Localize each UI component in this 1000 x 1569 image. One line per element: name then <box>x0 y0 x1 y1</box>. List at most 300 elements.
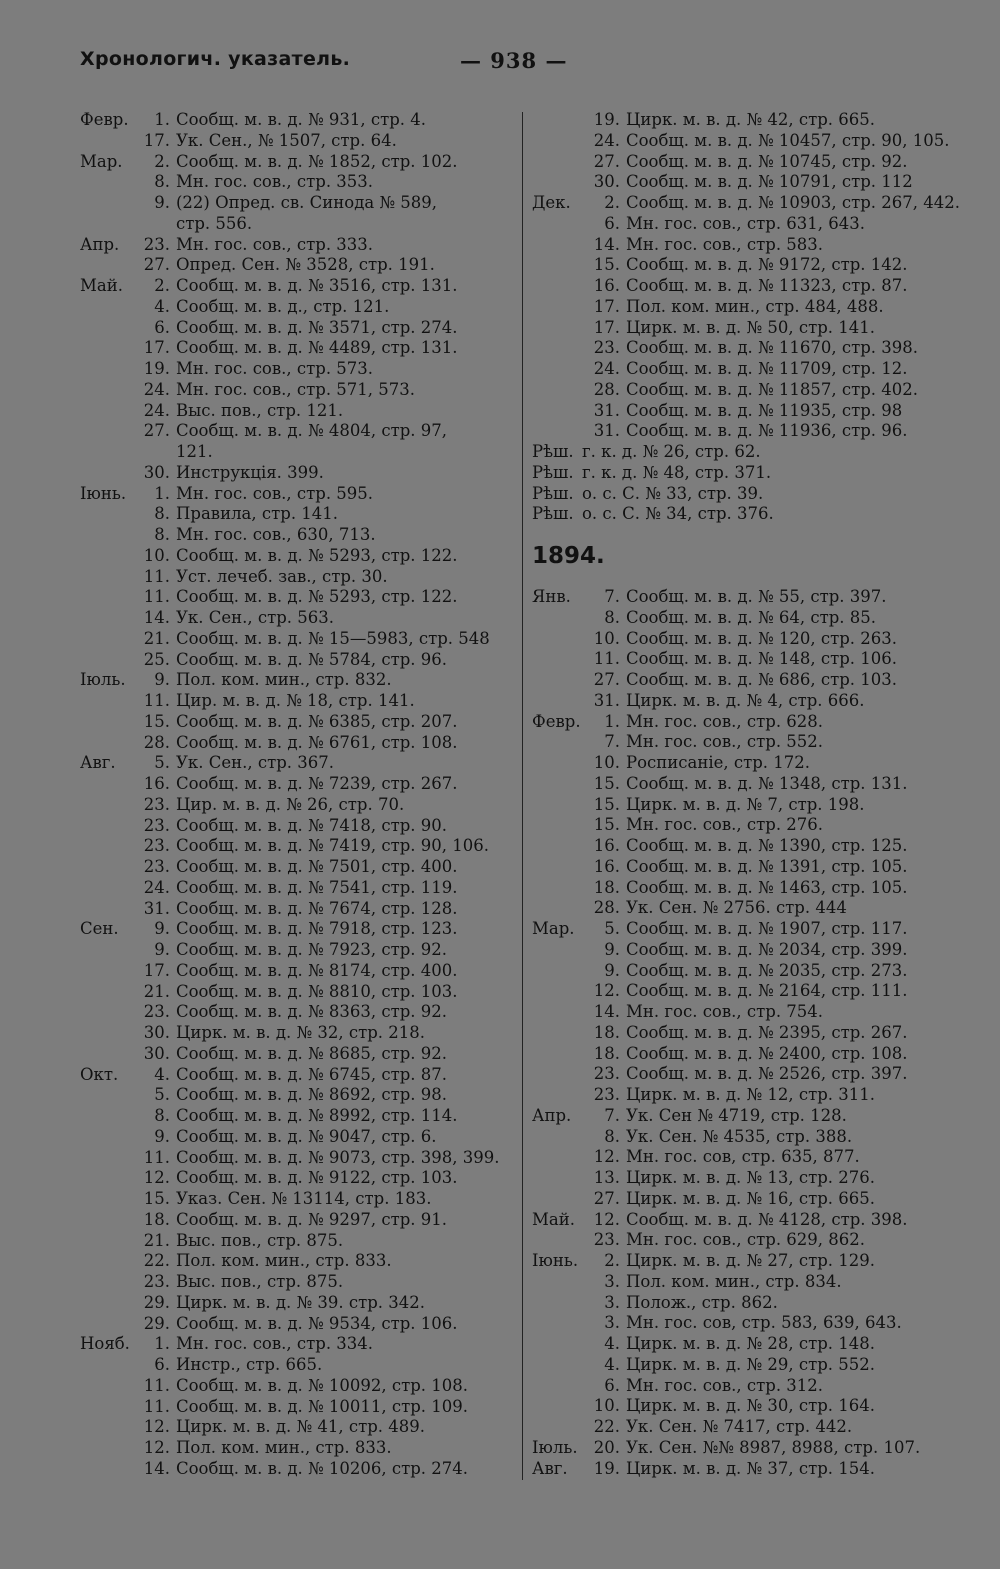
entry-day: 20. <box>593 1437 620 1457</box>
entry-day: 24. <box>143 379 170 399</box>
entry-reference: Цирк. м. в. д. № 39. стр. 342. <box>176 1292 426 1312</box>
entry-reference: Цирк. м. в. д. № 16, стр. 665. <box>626 1188 876 1208</box>
entry-reference: Мн. гос. сов., стр. 583. <box>626 234 824 254</box>
entry-reference: Ук. Сен. №№ 8987, 8988, стр. 107. <box>626 1437 921 1457</box>
entry-month <box>532 380 592 401</box>
index-entry <box>80 546 520 567</box>
entry-day: 5. <box>154 753 170 773</box>
index-entry <box>80 297 520 318</box>
entry-reference: Цир. м. в. д. № 26, стр. 70. <box>176 794 405 814</box>
index-entry <box>80 836 520 857</box>
entry-month: Мар. <box>532 919 575 938</box>
index-entry <box>532 1230 972 1251</box>
entry-day: 28. <box>143 732 170 752</box>
entry-day: 18. <box>143 1209 170 1229</box>
entry-month <box>80 1272 140 1293</box>
entry-month: Апр. <box>80 234 120 254</box>
resolution-label: Рѣш. <box>532 442 574 461</box>
entry-month <box>532 1023 592 1044</box>
entry-reference: Цирк. м. в. д. № 32, стр. 218. <box>176 1023 426 1042</box>
index-entry <box>80 421 520 442</box>
entry-month <box>80 131 140 152</box>
entry-month <box>532 1147 592 1168</box>
index-entry <box>532 753 972 774</box>
entry-day: 13. <box>593 1168 620 1187</box>
entry-reference: Сообщ. м. в. д. № 7541, стр. 119. <box>176 877 458 897</box>
index-entry <box>80 276 520 297</box>
entry-month <box>532 1044 592 1065</box>
entry-day: 30. <box>143 1023 170 1042</box>
index-entry <box>532 1147 972 1168</box>
entry-reference: Сообщ. м. в. д. № 11857, стр. 402. <box>626 379 919 399</box>
entry-month <box>532 795 592 816</box>
entry-month <box>80 1438 140 1459</box>
entry-reference: Цирк. м. в. д. № 29, стр. 552. <box>626 1354 876 1374</box>
entry-day: 9. <box>154 919 170 939</box>
entry-month <box>80 255 140 276</box>
index-entry <box>80 650 520 671</box>
index-entry <box>532 1272 972 1293</box>
entry-reference: Сообщ. м. в. д. № 3516, стр. 131. <box>176 276 458 295</box>
index-entry <box>532 1376 972 1397</box>
entry-month <box>80 359 140 380</box>
index-entry <box>80 1127 520 1148</box>
index-entry <box>80 255 520 276</box>
entry-month <box>532 1396 592 1417</box>
entry-day: 15. <box>593 794 620 814</box>
index-entry <box>532 981 972 1002</box>
entry-reference: Сообщ. м. в. д., стр. 121. <box>176 296 390 316</box>
entry-reference: Сообщ. м. в. д. № 6745, стр. 87. <box>176 1064 448 1084</box>
entry-day: 4. <box>154 1064 170 1084</box>
entry-day: 14. <box>143 608 170 627</box>
entry-day: 11. <box>593 649 620 669</box>
index-entry <box>532 401 972 422</box>
index-entry <box>532 898 972 919</box>
index-entry <box>80 878 520 899</box>
entry-reference: Сообщ. м. в. д. № 11935, стр. 98 <box>626 400 903 420</box>
entry-day: 17. <box>143 130 170 150</box>
resolution-label: Рѣш. <box>532 483 574 503</box>
entry-day: 31. <box>593 400 620 420</box>
entry-month <box>532 753 592 774</box>
index-entry <box>80 587 520 608</box>
entry-reference: Мн. гос. сов., стр. 754. <box>626 1002 824 1021</box>
entry-day: 10. <box>593 753 620 772</box>
index-entry <box>532 878 972 899</box>
entry-day: 18. <box>593 1022 620 1042</box>
entry-month <box>532 1334 592 1355</box>
entry-day: 19. <box>593 1458 620 1478</box>
entry-reference: Цирк. м. в. д. № 4, стр. 666. <box>626 690 865 710</box>
entry-day: 22. <box>143 1251 170 1271</box>
entry-month <box>532 152 592 173</box>
index-entry <box>80 1023 520 1044</box>
entry-day: 23. <box>593 1085 620 1104</box>
entry-month <box>532 1189 592 1210</box>
entry-reference: Сообщ. м. в. д. № 9534, стр. 106. <box>176 1313 458 1333</box>
entry-month <box>532 1002 592 1023</box>
entry-reference: Сообщ. м. в. д. № 4128, стр. 398. <box>626 1209 908 1229</box>
entry-day: 12. <box>593 1147 620 1167</box>
entry-reference: 121. <box>176 442 213 461</box>
index-entry <box>80 1044 520 1065</box>
entry-day: 5. <box>604 919 620 938</box>
entry-reference: Пол. ком. мин., стр. 834. <box>626 1271 842 1291</box>
index-entry <box>80 484 520 505</box>
entry-month <box>532 691 592 712</box>
entry-month <box>532 670 592 691</box>
entry-day: 2. <box>604 193 620 212</box>
entry-reference: Сообщ. м. в. д. № 7918, стр. 123. <box>176 919 458 939</box>
index-entry <box>80 608 520 629</box>
entry-month <box>532 940 592 961</box>
index-entry <box>80 401 520 422</box>
entry-reference: Сообщ. м. в. д. № 8685, стр. 92. <box>176 1043 448 1063</box>
entry-reference: Мн. гос. сов., стр. 628. <box>626 711 824 731</box>
right-column-entries-1894 <box>532 587 972 1479</box>
entry-reference: Сообщ. м. в. д. № 1907, стр. 117. <box>626 919 908 938</box>
entry-month <box>80 1210 140 1231</box>
entry-day: 24. <box>143 400 170 420</box>
entry-reference: Сообщ. м. в. д. № 6761, стр. 108. <box>176 732 458 752</box>
entry-day: 8. <box>604 1126 620 1146</box>
index-entry <box>532 235 972 256</box>
index-entry <box>80 1397 520 1418</box>
entry-day: 4. <box>604 1334 620 1353</box>
entry-reference: Мн. гос. сов., стр. 353. <box>176 172 374 192</box>
entry-day: 4. <box>154 296 170 316</box>
entry-day: 24. <box>143 877 170 897</box>
entry-day: 21. <box>143 981 170 1001</box>
entry-month: Мар. <box>80 151 123 171</box>
entry-month <box>532 878 592 899</box>
entry-reference: Мн. гос. сов, стр. 583, 639, 643. <box>626 1313 902 1333</box>
index-entry <box>80 1376 520 1397</box>
entry-month <box>532 421 592 442</box>
entry-day: 23. <box>143 1002 170 1022</box>
entry-month <box>80 338 140 359</box>
index-entry <box>80 1148 520 1169</box>
entry-day: 8. <box>154 504 170 524</box>
index-entry <box>532 836 972 857</box>
entry-month <box>532 629 592 650</box>
entry-month <box>80 1417 140 1438</box>
entry-month: Февр. <box>80 110 129 129</box>
entry-reference: Сообщ. м. в. д. № 2164, стр. 111. <box>626 981 908 1001</box>
index-entry <box>80 919 520 940</box>
entry-reference: Сообщ. м. в. д. № 8692, стр. 98. <box>176 1085 448 1105</box>
index-entry <box>532 1210 972 1231</box>
index-entry <box>532 297 972 318</box>
entry-month <box>532 297 592 318</box>
index-entry <box>532 1106 972 1127</box>
entry-reference: Сообщ. м. в. д. № 2526, стр. 397. <box>626 1064 908 1084</box>
entry-reference: Цирк. м. в. д. № 30, стр. 164. <box>626 1396 876 1416</box>
entry-day: 23. <box>143 857 170 876</box>
entry-reference: Сообщ. м. в. д. № 10903, стр. 267, 442. <box>626 193 960 212</box>
entry-month <box>80 546 140 567</box>
entry-day: 6. <box>154 317 170 337</box>
index-entry <box>532 1251 972 1272</box>
index-entry <box>532 152 972 173</box>
entry-month <box>80 1397 140 1418</box>
entry-day: 12. <box>593 1209 620 1229</box>
entry-month <box>80 899 140 920</box>
entry-reference: Выс. пов., стр. 875. <box>176 1272 344 1291</box>
entry-day: 31. <box>593 421 620 441</box>
year-heading: 1894. <box>532 543 605 569</box>
resolution-entry <box>532 504 972 525</box>
entry-reference: Сообщ. м. в. д. № 11323, стр. 87. <box>626 276 908 295</box>
entry-day: 12. <box>143 1417 170 1437</box>
index-entry <box>532 172 972 193</box>
entry-day: 14. <box>593 234 620 254</box>
entry-month <box>532 235 592 256</box>
entry-day: 15. <box>593 815 620 835</box>
entry-month: Февр. <box>532 711 581 731</box>
index-entry <box>80 712 520 733</box>
entry-reference: Пол. ком. мин., стр. 833. <box>176 1438 392 1457</box>
entry-reference: Сообщ. м. в. д. № 11670, стр. 398. <box>626 338 919 358</box>
entry-month <box>532 359 592 380</box>
entry-month <box>80 587 140 608</box>
entry-day: 1. <box>154 483 170 503</box>
entry-month <box>80 1002 140 1023</box>
entry-month <box>80 1148 140 1169</box>
entry-reference: Пол. ком. мин., стр. 484, 488. <box>626 296 884 316</box>
entry-day: 24. <box>593 359 620 378</box>
entry-reference: Сообщ. м. в. д. № 2400, стр. 108. <box>626 1043 908 1063</box>
entry-month <box>80 1231 140 1252</box>
entry-reference: Сообщ. м. в. д. № 4804, стр. 97, <box>176 421 448 441</box>
entry-reference: Сообщ. м. в. д. № 5293, стр. 122. <box>176 587 458 607</box>
index-entry <box>532 1023 972 1044</box>
entry-reference: стр. 556. <box>176 213 253 233</box>
entry-month <box>80 172 140 193</box>
entry-month <box>80 940 140 961</box>
index-entry <box>80 380 520 401</box>
entry-day: 27. <box>143 255 170 275</box>
entry-day: 17. <box>143 338 170 358</box>
entry-month <box>80 608 140 629</box>
entry-reference: Цирк. м. в. д. № 27, стр. 129. <box>626 1251 876 1270</box>
entry-reference: Мн. гос. сов., 630, 713. <box>176 525 376 544</box>
entry-month <box>80 691 140 712</box>
entry-day: 9. <box>154 193 170 212</box>
entry-reference: Цирк. м. в. д. № 28, стр. 148. <box>626 1334 876 1353</box>
entry-day: 27. <box>593 1188 620 1208</box>
entry-month <box>80 1168 140 1189</box>
entry-reference: Сообщ. м. в. д. № 15—5983, стр. 548 <box>176 628 490 648</box>
index-entry <box>532 214 972 235</box>
entry-reference: Мн. гос. сов., стр. 629, 862. <box>626 1230 866 1250</box>
entry-day: 7. <box>604 1105 620 1125</box>
entry-reference: Сообщ. м. в. д. № 7674, стр. 128. <box>176 898 458 918</box>
entry-day: 14. <box>593 1002 620 1021</box>
entry-reference: Ук. Сен., № 1507, стр. 64. <box>176 130 397 150</box>
entry-month <box>532 836 592 857</box>
entry-day: 21. <box>143 628 170 648</box>
index-entry <box>532 732 972 753</box>
entry-reference: Цирк. м. в. д. № 42, стр. 665. <box>626 110 876 129</box>
entry-day: 22. <box>593 1417 620 1436</box>
entry-reference: Сообщ. м. в. д. № 64, стр. 85. <box>626 607 877 627</box>
resolution-label: Рѣш. <box>532 462 574 482</box>
index-entry <box>532 795 972 816</box>
index-entry <box>80 1314 520 1335</box>
index-entry <box>80 1459 520 1480</box>
index-entry <box>80 1438 520 1459</box>
entry-month <box>532 318 592 339</box>
entry-month <box>532 1230 592 1251</box>
entry-reference: Инстр., стр. 665. <box>176 1355 323 1374</box>
index-entry <box>532 1313 972 1334</box>
entry-month <box>80 525 140 546</box>
index-entry <box>532 857 972 878</box>
index-entry <box>532 712 972 733</box>
index-entry <box>80 1168 520 1189</box>
entry-day: 11. <box>143 587 170 607</box>
entry-day: 27. <box>593 151 620 171</box>
entry-day: 8. <box>604 607 620 627</box>
entry-month: Окт. <box>80 1064 119 1084</box>
entry-month <box>532 1168 592 1189</box>
index-entry <box>80 1272 520 1293</box>
entry-month <box>80 836 140 857</box>
index-entry <box>532 629 972 650</box>
entry-day: 23. <box>143 815 170 835</box>
entry-reference: Цирк. м. в. д. № 13, стр. 276. <box>626 1168 876 1187</box>
entry-month: Май. <box>532 1209 575 1229</box>
entry-reference: Сообщ. м. в. д. № 5293, стр. 122. <box>176 545 458 565</box>
entry-reference: Ук. Сен., стр. 563. <box>176 608 335 627</box>
entry-reference: Сообщ. м. в. д. № 7501, стр. 400. <box>176 857 458 876</box>
index-entry <box>80 131 520 152</box>
entry-month <box>80 961 140 982</box>
entry-reference: Мн. гос. сов., стр. 571, 573. <box>176 379 416 399</box>
entry-day: 29. <box>143 1292 170 1312</box>
entry-month: Май. <box>80 276 123 295</box>
entry-day: 21. <box>143 1230 170 1250</box>
entry-reference: Выс. пов., стр. 875. <box>176 1230 344 1250</box>
index-entry <box>532 1459 972 1480</box>
index-entry <box>80 1065 520 1086</box>
entry-reference: Мн. гос. сов, стр. 635, 877. <box>626 1147 860 1167</box>
index-entry <box>80 940 520 961</box>
entry-reference: Ук. Сен., стр. 367. <box>176 753 335 773</box>
entry-day: 9. <box>604 939 620 959</box>
entry-month <box>80 567 140 588</box>
entry-reference: Сообщ. м. в. д. № 2035, стр. 273. <box>626 960 908 980</box>
entry-reference: Сообщ. м. в. д. № 7923, стр. 92. <box>176 940 448 959</box>
entry-reference: Пол. ком. мин., стр. 832. <box>176 670 392 690</box>
index-entry <box>532 1293 972 1314</box>
entry-reference: Сообщ. м. в. д. № 7419, стр. 90, 106. <box>176 836 489 856</box>
index-entry <box>80 442 520 463</box>
entry-reference: Мн. гос. сов., стр. 631, 643. <box>626 213 866 233</box>
entry-day: 23. <box>143 234 170 254</box>
entry-day: 15. <box>593 773 620 793</box>
entry-day: 9. <box>604 960 620 980</box>
entry-month <box>532 857 592 878</box>
index-entry <box>80 1231 520 1252</box>
entry-reference: Сообщ. м. в. д. № 10011, стр. 109. <box>176 1396 469 1416</box>
index-entry <box>80 670 520 691</box>
entry-month <box>80 982 140 1003</box>
running-title: Хронологич. указатель. <box>80 48 351 70</box>
entry-day: 11. <box>143 1375 170 1395</box>
entry-reference: Ук. Сен № 4719, стр. 128. <box>626 1105 847 1125</box>
entry-day: 9. <box>154 670 170 690</box>
index-entry <box>80 1334 520 1355</box>
entry-month <box>80 1314 140 1335</box>
entry-reference: Сообщ. м. в. д. № 686, стр. 103. <box>626 670 898 689</box>
entry-reference: Мн. гос. сов., стр. 595. <box>176 483 374 503</box>
entry-reference: Цирк. м. в. д. № 7, стр. 198. <box>626 794 865 814</box>
index-entry <box>80 753 520 774</box>
entry-day: 16. <box>593 836 620 855</box>
index-entry <box>532 1417 972 1438</box>
entry-reference: Сообщ. м. в. д. № 10092, стр. 108. <box>176 1375 469 1395</box>
entry-month <box>80 1189 140 1210</box>
index-entry <box>80 1085 520 1106</box>
index-entry <box>80 152 520 173</box>
resolution-reference: о. с. С. № 33, стр. 39. <box>582 483 764 503</box>
entry-reference: Мн. гос. сов., стр. 333. <box>176 234 374 254</box>
index-entry <box>80 1210 520 1231</box>
entry-month <box>532 1293 592 1314</box>
index-entry <box>532 110 972 131</box>
entry-month <box>80 816 140 837</box>
entry-month <box>532 898 592 919</box>
entry-reference: Мн. гос. сов., стр. 276. <box>626 815 824 835</box>
entry-day: 3. <box>604 1271 620 1291</box>
entry-reference: Цирк. м. в. д. № 50, стр. 141. <box>626 317 876 337</box>
index-entry <box>532 1438 972 1459</box>
entry-month <box>532 1272 592 1293</box>
entry-day: 1. <box>154 1334 170 1354</box>
entry-month: Іюль. <box>80 670 126 690</box>
entry-month: Дек. <box>532 193 571 212</box>
entry-day: 17. <box>143 960 170 980</box>
index-entry <box>80 961 520 982</box>
resolution-entry <box>532 442 972 463</box>
entry-reference: Сообщ. м. в. д. № 4489, стр. 131. <box>176 338 458 358</box>
entry-day: 23. <box>143 1272 170 1291</box>
entry-reference: Пол. ком. мин., стр. 833. <box>176 1251 392 1271</box>
entry-reference: Опред. Сен. № 3528, стр. 191. <box>176 255 435 275</box>
entry-month <box>532 1127 592 1148</box>
entry-day: 15. <box>593 255 620 275</box>
entry-day: 2. <box>154 151 170 171</box>
entry-day: 2. <box>604 1251 620 1270</box>
index-entry <box>80 318 520 339</box>
entry-day: 23. <box>593 1230 620 1250</box>
entry-month <box>80 463 140 484</box>
entry-day: 31. <box>143 898 170 918</box>
entry-reference: Сообщ. м. в. д. № 120, стр. 263. <box>626 628 898 648</box>
entry-month <box>80 504 140 525</box>
index-entry <box>80 1293 520 1314</box>
entry-day: 8. <box>154 525 170 544</box>
entry-month <box>80 1376 140 1397</box>
entry-month <box>532 110 592 131</box>
index-entry <box>532 691 972 712</box>
entry-reference: Сообщ. м. в. д. № 148, стр. 106. <box>626 649 898 669</box>
entry-month <box>532 815 592 836</box>
entry-day: 11. <box>143 1147 170 1167</box>
